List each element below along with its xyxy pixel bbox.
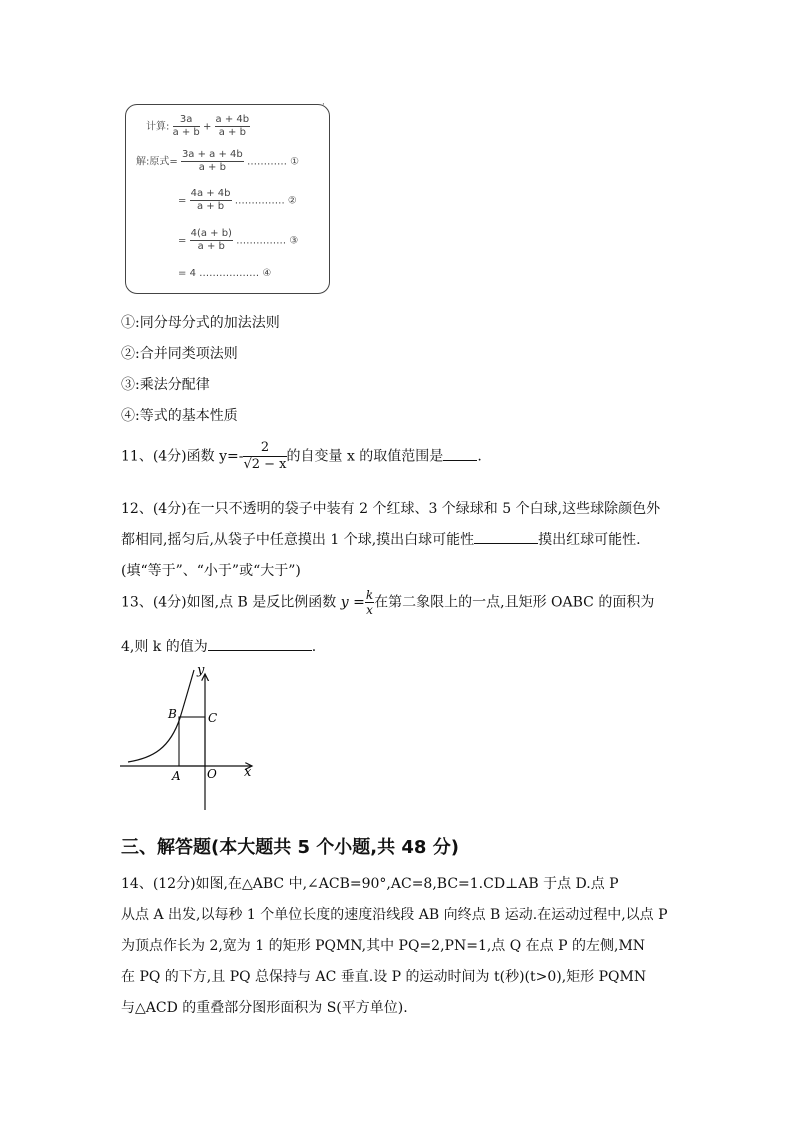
q13-line-2-text: 4,则 k 的值为: [121, 639, 208, 655]
equals-sign: =: [178, 235, 187, 247]
reason-3: ③:乘法分配律: [121, 377, 210, 393]
fraction-denominator: x: [366, 603, 373, 617]
plus-sign: +: [202, 121, 212, 133]
origin-label: O: [207, 767, 217, 781]
point-c-label: C: [208, 711, 218, 725]
q13-function-y: y =: [340, 594, 365, 611]
fraction-denominator: a + b: [218, 127, 246, 138]
step-mark: ②: [287, 195, 297, 207]
fraction-numerator: 3a: [173, 114, 200, 127]
section-3-heading: 三、解答题(本大题共 5 个小题,共 48 分): [121, 837, 459, 858]
fraction-denominator: a + b: [197, 241, 225, 252]
reason-4: ④:等式的基本性质: [121, 408, 238, 424]
point-b-label: B: [168, 707, 177, 721]
q11-answer-blank[interactable]: [443, 446, 477, 461]
q12-answer-blank[interactable]: [474, 529, 538, 544]
q12-line-2: [121, 529, 641, 549]
reason-1: ①:同分母分式的加法法则: [121, 315, 280, 331]
step-dots: ……………: [234, 195, 285, 207]
q12-line-2-b: 摸出红球可能性.: [538, 532, 641, 548]
step-mark: ④: [262, 268, 272, 279]
question-11: [121, 440, 482, 473]
q14-line-4: 在 PQ 的下方,且 PQ 总保持与 AC 垂直.设 P 的运动时间为 t(秒)(t>0),矩形 PQMN: [121, 969, 647, 985]
reason-2: ②:合并同类项法则: [121, 346, 238, 362]
q13-fraction: [365, 588, 374, 617]
fraction-numerator: 4(a + b): [190, 228, 232, 239]
step-dots: ……………: [236, 235, 287, 247]
fraction-numerator: a + 4b: [215, 114, 250, 125]
q13-line-2: [121, 636, 316, 656]
fraction-numerator: 3a + a + 4b: [181, 149, 243, 160]
fraction-denominator: √2 − x: [243, 457, 287, 472]
calc-step-1: [136, 149, 299, 174]
q13-head: 13、(4分)如图,点 B 是反比例函数: [121, 594, 337, 611]
q11-number: 11、(4分)函数 y=-: [121, 448, 244, 465]
q14-line-3: 为顶点作长为 2,宽为 1 的矩形 PQMN,其中 PQ=2,PN=1,点 Q 在点 P 的左侧,MN: [121, 938, 646, 954]
problem-fraction-1: [173, 114, 200, 139]
q11-fraction: [243, 440, 286, 473]
calc-prompt: 计算:: [146, 121, 170, 133]
step-dots: ………………: [199, 268, 260, 279]
fraction-denominator: a + b: [198, 162, 226, 173]
step-fraction: [190, 188, 232, 213]
q13-tail: 在第二象限上的一点,且矩形 OABC 的面积为: [374, 594, 655, 611]
equals-sign: =: [178, 195, 187, 207]
y-axis-label: y: [197, 663, 205, 678]
fraction-numerator: 2: [243, 440, 286, 457]
x-axis-label: x: [244, 765, 252, 780]
equals-sign: =: [178, 268, 187, 279]
step-value: 4: [189, 268, 196, 279]
step-dots: …………: [246, 156, 287, 168]
calc-problem: [146, 114, 250, 139]
q12-line-1: 12、(4分)在一只不透明的袋子中装有 2 个红球、3 个绿球和 5 个白球,这些球除颜色外: [121, 501, 661, 517]
q14-line-1: 14、(12分)如图,在△ABC 中,∠ACB=90°,AC=8,BC=1.CD⊥AB 于点 D.点 P: [121, 876, 619, 892]
fraction-denominator: a + b: [172, 127, 200, 138]
calc-step-2: [178, 188, 297, 213]
calc-step-3: [178, 228, 298, 253]
q13-line-1: [121, 588, 654, 617]
fraction-denominator: a + b: [196, 201, 225, 212]
q12-line-2-a: 都相同,摇匀后,从袋子中任意摸出 1 个球,摸出白球可能性: [121, 532, 475, 548]
q13-answer-blank[interactable]: [208, 636, 312, 651]
rectangle-oabc: [179, 717, 205, 766]
q11-end: .: [477, 448, 482, 465]
hyperbola-curve: [128, 670, 194, 762]
solution-label: 解:原式=: [136, 156, 178, 168]
problem-fraction-2: [215, 114, 251, 139]
q14-line-5: 与△ACD 的重叠部分图形面积为 S(平方单位).: [121, 1000, 408, 1016]
hyperbola-graph: [118, 660, 268, 815]
point-a-label: A: [172, 769, 181, 783]
fraction-numerator: k: [365, 588, 374, 602]
step-fraction: [190, 228, 233, 253]
calc-step-4: [178, 268, 271, 279]
step-mark: ③: [289, 235, 299, 247]
q11-tail: 的自变量 x 的取值范围是: [286, 448, 444, 465]
box-corner-mark: ·: [322, 100, 325, 110]
fraction-numerator: 4a + 4b: [190, 188, 231, 199]
step-fraction: [181, 149, 244, 174]
q12-line-3: (填“等于”、“小于”或“大于”): [121, 563, 301, 579]
q14-line-2: 从点 A 出发,以每秒 1 个单位长度的速度沿线段 AB 向终点 B 运动.在运动过程中,以点 P: [121, 907, 668, 923]
q13-end: .: [311, 639, 317, 655]
step-mark: ①: [290, 156, 300, 168]
